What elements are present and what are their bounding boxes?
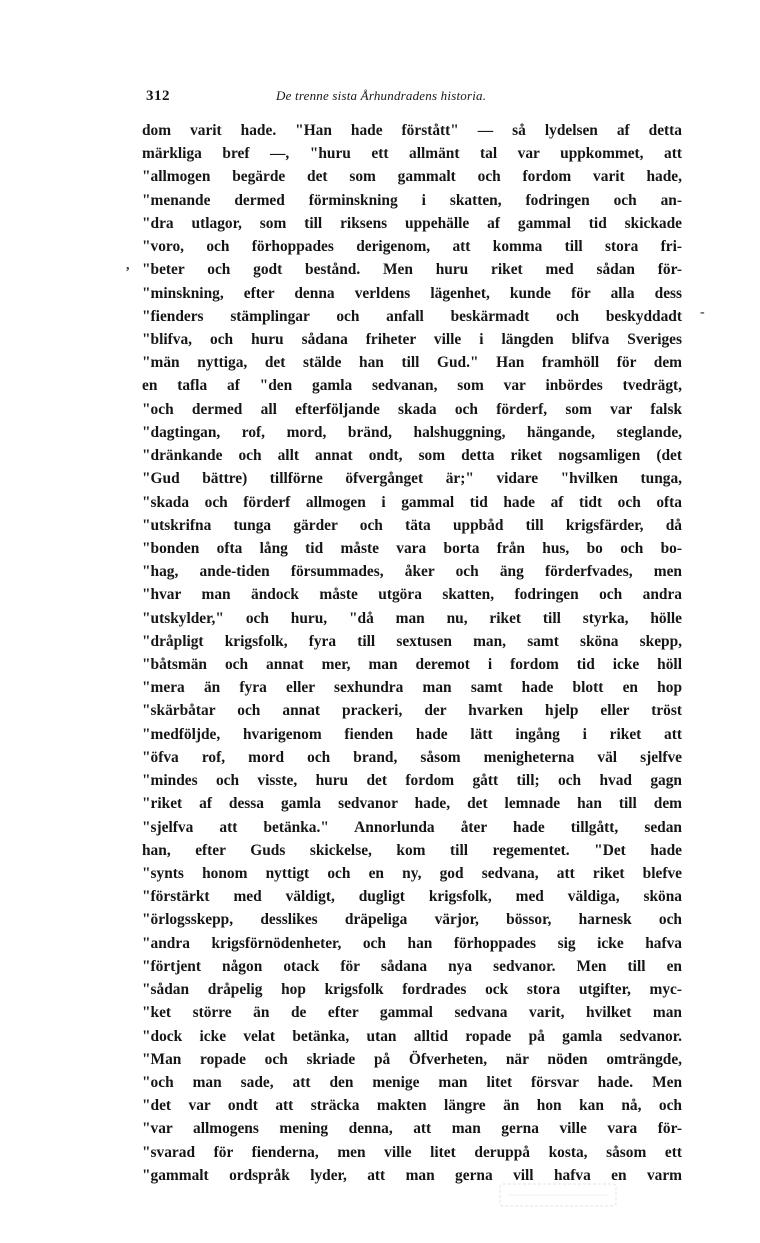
text-line: märkliga bref —, "huru ett allmänt tal var uppkommet, att bbox=[142, 145, 682, 163]
running-title: De trenne sista Århundradens historia. bbox=[276, 88, 487, 103]
text-line: "ket större än de efter gammal sedvana varit, hvilket man bbox=[142, 1004, 682, 1022]
text-line: "synts honom nyttigt och en ny, god sedvana, att riket blefve bbox=[142, 865, 682, 882]
text-line: "skärbåtar och annat prackeri, der hvarken hjelp eller tröst bbox=[142, 702, 682, 720]
text-line: "förtjent någon otack för sådana nya sedvanor. Men till en bbox=[142, 957, 682, 975]
text-line: "minskning, efter denna verldens lägenhet, kunde för alla dess bbox=[142, 284, 682, 302]
page-header bbox=[146, 88, 666, 108]
margin-mark-left: , bbox=[126, 258, 130, 273]
text-line: han, efter Guds skickelse, kom till regementet. "Det hade bbox=[142, 841, 682, 859]
margin-mark-right: - bbox=[700, 305, 705, 320]
text-line: "män nyttiga, det stälde han till Gud." Han framhöll för dem bbox=[142, 354, 682, 372]
text-line: "bonden ofta lång tid måste vara borta från hus, bo och bo- bbox=[142, 539, 682, 557]
library-stamp bbox=[498, 1180, 618, 1210]
text-line: "Man ropade och skriade på Öfverheten, när nöden omträngde, bbox=[142, 1050, 682, 1068]
text-line: "och dermed all efterföljande skada och förderf, som var falsk bbox=[142, 400, 682, 418]
text-line: "sådan dråpelig hop krigsfolk fordrades ock stora utgifter, myc- bbox=[142, 981, 682, 999]
text-line: "allmogen begärde det som gammalt och fordom varit hade, bbox=[142, 168, 682, 186]
text-line: "var allmogens mening denna, att man gerna ville vara för- bbox=[142, 1120, 682, 1138]
text-line: "hvar man ändock måste utgöra skatten, fodringen och andra bbox=[142, 586, 682, 604]
text-line: "dra utlagor, som till riksens uppehälle af gammal tid skickade bbox=[142, 214, 682, 232]
text-line: "Gud bättre) tillförne öfvergånget är;" vidare "hvilken tunga, bbox=[142, 470, 682, 488]
text-line: "hag, ande-tiden försummades, åker och äng förderfvades, men bbox=[142, 563, 682, 581]
page-number: 312 bbox=[146, 88, 170, 104]
text-line: "och man sade, att den menige man litet försvar hade. Men bbox=[142, 1073, 682, 1091]
text-line: "mindes och visste, huru det fordom gått till; och hvad gagn bbox=[142, 772, 682, 790]
text-line: "blifva, och huru sådana friheter ville i längden blifva Sveriges bbox=[142, 330, 682, 348]
text-line: "andra krigsförnödenheter, och han förhoppades sig icke hafva bbox=[142, 934, 682, 952]
text-line: "beter och godt bestånd. Men huru riket med sådan för- bbox=[142, 261, 682, 279]
text-line: "utskrifna tunga gärder och täta uppbåd till krigsfärder, då bbox=[142, 516, 682, 534]
text-line: "mera än fyra eller sexhundra man samt hade blott en hop bbox=[142, 679, 682, 697]
text-line: "örlogsskepp, desslikes dräpeliga värjor, bössor, harnesk och bbox=[142, 911, 682, 929]
text-line: dom varit hade. "Han hade förstått" — så lydelsen af detta bbox=[142, 122, 682, 139]
text-line: "dränkande och allt annat ondt, som detta riket nogsamligen (det bbox=[142, 447, 682, 465]
text-line: "öfva rof, mord och brand, såsom menigheterna väl sjelfve bbox=[142, 748, 682, 766]
text-line: "menande dermed förminskning i skatten, fodringen och an- bbox=[142, 191, 682, 209]
text-line: "skada och förderf allmogen i gammal tid hade af tidt och ofta bbox=[142, 493, 682, 511]
text-line: "fienders stämplingar och anfall beskärmadt och beskyddadt bbox=[142, 307, 682, 325]
text-line: "dagtingan, rof, mord, bränd, halshuggning, hängande, steglande, bbox=[142, 423, 682, 441]
text-line: en tafla af "den gamla sedvanan, som var inbördes tvedrägt, bbox=[142, 377, 682, 395]
text-line: "förstärkt med väldigt, dugligt krigsfolk, med väldiga, sköna bbox=[142, 888, 682, 906]
text-line: "sjelfva att betänka." Annorlunda åter hade tillgått, sedan bbox=[142, 818, 682, 836]
text-line: "riket af dessa gamla sedvanor hade, det lemnade han till dem bbox=[142, 795, 682, 813]
text-line: "dråpligt krigsfolk, fyra till sextusen man, samt sköna skepp, bbox=[142, 632, 682, 650]
text-line: "det var ondt att sträcka makten längre än hon kan nå, och bbox=[142, 1097, 682, 1115]
body-text bbox=[142, 119, 682, 1187]
text-line: "båtsmän och annat mer, man deremot i fordom tid icke höll bbox=[142, 656, 682, 674]
text-line: "svarad för fienderna, men ville litet deruppå kosta, såsom ett bbox=[142, 1143, 682, 1161]
text-line: "gammalt ordspråk lyder, att man gerna vill hafva en varm bbox=[142, 1166, 682, 1184]
text-line: "medföljde, hvarigenom fienden hade lätt ingång i riket att bbox=[142, 725, 682, 743]
text-line: "utskylder," och huru, "då man nu, riket till styrka, hölle bbox=[142, 609, 682, 627]
text-line: "voro, och förhoppades derigenom, att komma till stora fri- bbox=[142, 238, 682, 256]
text-line: "dock icke velat betänka, utan alltid ropade på gamla sedvanor. bbox=[142, 1027, 682, 1045]
